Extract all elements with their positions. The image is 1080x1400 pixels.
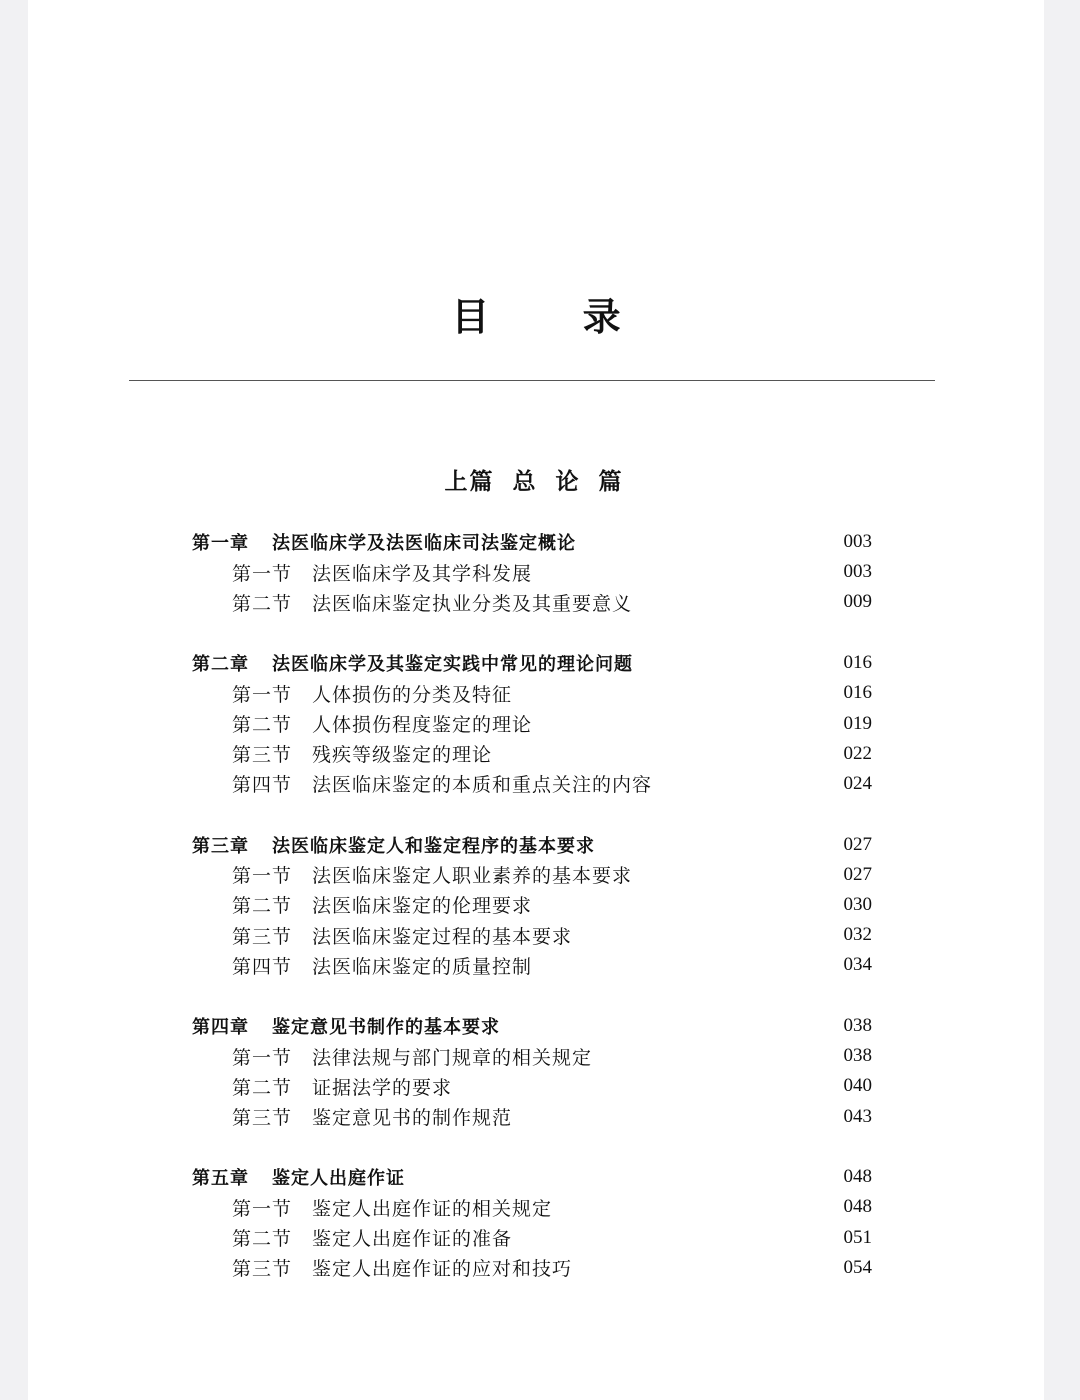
toc-chapter-entry[interactable] [192, 1162, 872, 1192]
toc-section-entry[interactable] [192, 769, 872, 799]
section-page-number: 043 [843, 1105, 872, 1127]
section-page-number: 022 [843, 742, 872, 764]
toc-chapter [192, 1162, 872, 1283]
toc-section-entry[interactable] [192, 1041, 872, 1071]
toc-section-entry[interactable] [192, 950, 872, 980]
section-number: 第二节 [232, 1228, 293, 1251]
section-page-number: 009 [843, 591, 872, 613]
section-title: 法律法规与部门规章的相关规定 [312, 1046, 593, 1069]
section-title: 法医临床鉴定人职业素养的基本要求 [312, 865, 633, 888]
toc-chapter [192, 830, 872, 981]
section-title: 法医临床鉴定过程的基本要求 [312, 925, 573, 948]
toc-section-entry[interactable] [192, 1223, 872, 1253]
toc-section-entry[interactable] [192, 739, 872, 769]
toc-section-entry[interactable] [192, 587, 872, 617]
part-name: 总 论 篇 [512, 469, 628, 495]
section-number: 第三节 [232, 1107, 293, 1130]
toc-section-entry[interactable] [192, 860, 872, 890]
part-label: 上篇 [444, 469, 495, 495]
section-number: 第二节 [232, 895, 293, 918]
chapter-title: 法医临床学及其鉴定实践中常见的理论问题 [272, 654, 633, 676]
toc-chapter-entry[interactable] [192, 830, 872, 860]
section-title: 证据法学的要求 [312, 1076, 453, 1099]
chapter-page-number: 003 [843, 531, 872, 553]
section-title: 法医临床鉴定的伦理要求 [312, 895, 533, 918]
toc-section-entry[interactable] [192, 557, 872, 587]
section-title: 鉴定人出庭作证的应对和技巧 [312, 1258, 573, 1281]
section-number: 第二节 [232, 592, 293, 615]
page-title: 目 录 [451, 295, 661, 339]
toc-chapter [192, 527, 872, 618]
section-title: 鉴定人出庭作证的准备 [312, 1228, 513, 1251]
section-title: 法医临床学及其学科发展 [312, 562, 533, 585]
toc-section-entry[interactable] [192, 1102, 872, 1132]
section-number: 第一节 [232, 865, 293, 888]
section-page-number: 019 [843, 712, 872, 734]
toc-list [192, 527, 872, 1313]
toc-section-entry[interactable] [192, 920, 872, 950]
section-page-number: 051 [843, 1226, 872, 1248]
title-divider [129, 380, 935, 381]
toc-section-entry[interactable] [192, 1071, 872, 1101]
section-title: 鉴定意见书的制作规范 [312, 1107, 513, 1130]
toc-chapter-entry[interactable] [192, 527, 872, 557]
chapter-title: 鉴定意见书制作的基本要求 [272, 1017, 500, 1039]
section-title: 鉴定人出庭作证的相关规定 [312, 1197, 553, 1220]
section-number: 第一节 [232, 683, 293, 706]
section-page-number: 054 [843, 1256, 872, 1278]
section-page-number: 016 [843, 682, 872, 704]
toc-section-entry[interactable] [192, 1253, 872, 1283]
chapter-page-number: 016 [843, 652, 872, 674]
chapter-number: 第一章 [192, 533, 249, 555]
chapter-title: 法医临床鉴定人和鉴定程序的基本要求 [272, 835, 595, 857]
section-number: 第一节 [232, 1197, 293, 1220]
section-number: 第四节 [232, 774, 293, 797]
toc-chapter [192, 648, 872, 799]
section-title: 残疾等级鉴定的理论 [312, 744, 493, 767]
toc-section-entry[interactable] [192, 708, 872, 738]
chapter-number: 第五章 [192, 1168, 249, 1190]
section-number: 第三节 [232, 744, 293, 767]
section-page-number: 024 [843, 772, 872, 794]
chapter-number: 第二章 [192, 654, 249, 676]
section-number: 第三节 [232, 925, 293, 948]
chapter-page-number: 048 [843, 1166, 872, 1188]
section-title: 人体损伤程度鉴定的理论 [312, 714, 533, 737]
section-number: 第二节 [232, 1076, 293, 1099]
section-page-number: 003 [843, 561, 872, 583]
section-page-number: 048 [843, 1196, 872, 1218]
chapter-page-number: 038 [843, 1015, 872, 1037]
section-page-number: 027 [843, 863, 872, 885]
part-heading [28, 464, 1044, 500]
book-page [28, 0, 1044, 1400]
section-number: 第二节 [232, 714, 293, 737]
section-number: 第一节 [232, 1046, 293, 1069]
section-page-number: 034 [843, 954, 872, 976]
toc-section-entry[interactable] [192, 1192, 872, 1222]
section-page-number: 038 [843, 1045, 872, 1067]
section-title: 人体损伤的分类及特征 [312, 683, 513, 706]
section-page-number: 030 [843, 893, 872, 915]
chapter-title: 法医临床学及法医临床司法鉴定概论 [272, 533, 576, 555]
toc-chapter-entry[interactable] [192, 1011, 872, 1041]
section-title: 法医临床鉴定执业分类及其重要意义 [312, 592, 633, 615]
section-number: 第三节 [232, 1258, 293, 1281]
chapter-number: 第三章 [192, 835, 249, 857]
chapter-number: 第四章 [192, 1017, 249, 1039]
section-number: 第一节 [232, 562, 293, 585]
toc-section-entry[interactable] [192, 890, 872, 920]
section-page-number: 040 [843, 1075, 872, 1097]
section-title: 法医临床鉴定的本质和重点关注的内容 [312, 774, 653, 797]
toc-chapter-entry[interactable] [192, 648, 872, 678]
chapter-title: 鉴定人出庭作证 [272, 1168, 405, 1190]
section-number: 第四节 [232, 955, 293, 978]
chapter-page-number: 027 [843, 833, 872, 855]
toc-section-entry[interactable] [192, 678, 872, 708]
toc-chapter [192, 1011, 872, 1132]
section-page-number: 032 [843, 924, 872, 946]
section-title: 法医临床鉴定的质量控制 [312, 955, 533, 978]
